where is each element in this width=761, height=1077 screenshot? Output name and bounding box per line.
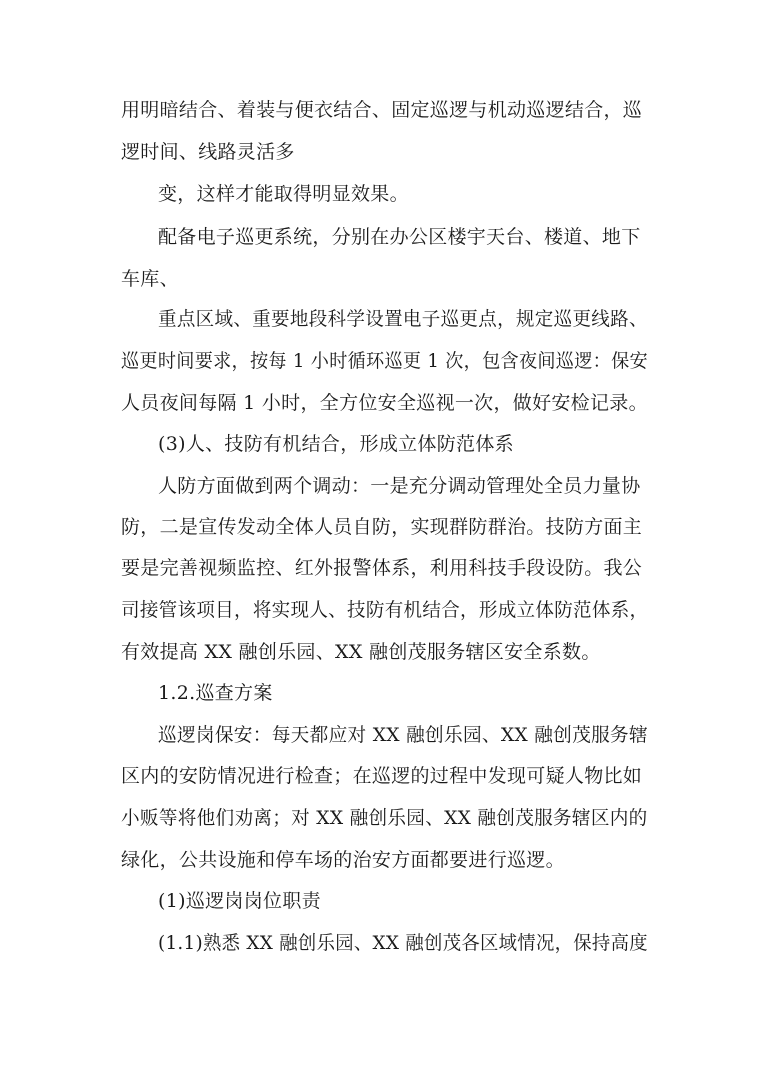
text-line: 防，二是宣传发动全体人员自防，实现群防群治。技防方面主	[121, 516, 643, 538]
text-line: 配备电子巡更系统，分别在办公区楼宇天台、楼道、地下	[158, 226, 641, 248]
text-line: 用明暗结合、着装与便衣结合、固定巡逻与机动巡逻结合，巡	[121, 99, 643, 121]
text-line: 巡逻岗保安：每天都应对 XX 融创乐园、XX 融创茂服务辖	[158, 724, 648, 746]
section-heading: (1)巡逻岗岗位职责	[158, 890, 321, 912]
text-line: 小贩等将他们劝离；对 XX 融创乐园、XX 融创茂服务辖区内的	[121, 807, 648, 829]
text-line: 巡更时间要求，按每 1 小时循环巡更 1 次，包含夜间巡逻：保安	[121, 350, 648, 372]
text-line: 人防方面做到两个调动：一是充分调动管理处全员力量协	[158, 475, 641, 497]
text-line: 区内的安防情况进行检查；在巡逻的过程中发现可疑人物比如	[121, 765, 643, 787]
text-line: 绿化，公共设施和停车场的治安方面都要进行巡逻。	[121, 849, 565, 871]
text-line: (1.1)熟悉 XX 融创乐园、XX 融创茂各区域情况，保持高度	[158, 932, 648, 954]
text-line: 人员夜间每隔 1 小时，全方位安全巡视一次，做好安检记录。	[121, 392, 648, 414]
text-line: 逻时间、线路灵活多	[121, 141, 295, 163]
text-line: 变，这样才能取得明显效果。	[158, 183, 409, 205]
section-heading: (3)人、技防有机结合，形成立体防范体系	[158, 433, 514, 455]
text-line: 重点区域、重要地段科学设置电子巡更点，规定巡更线路、	[158, 308, 648, 330]
text-line: 有效提高 XX 融创乐园、XX 融创茂服务辖区安全系数。	[121, 641, 601, 663]
section-heading: 1.2.巡查方案	[158, 682, 273, 704]
text-line: 司接管该项目，将实现人、技防有机结合，形成立体防范体系，	[121, 599, 649, 621]
text-line: 要是完善视频监控、红外报警体系，利用科技手段设防。我公	[121, 557, 643, 579]
text-line: 车库、	[121, 268, 179, 290]
